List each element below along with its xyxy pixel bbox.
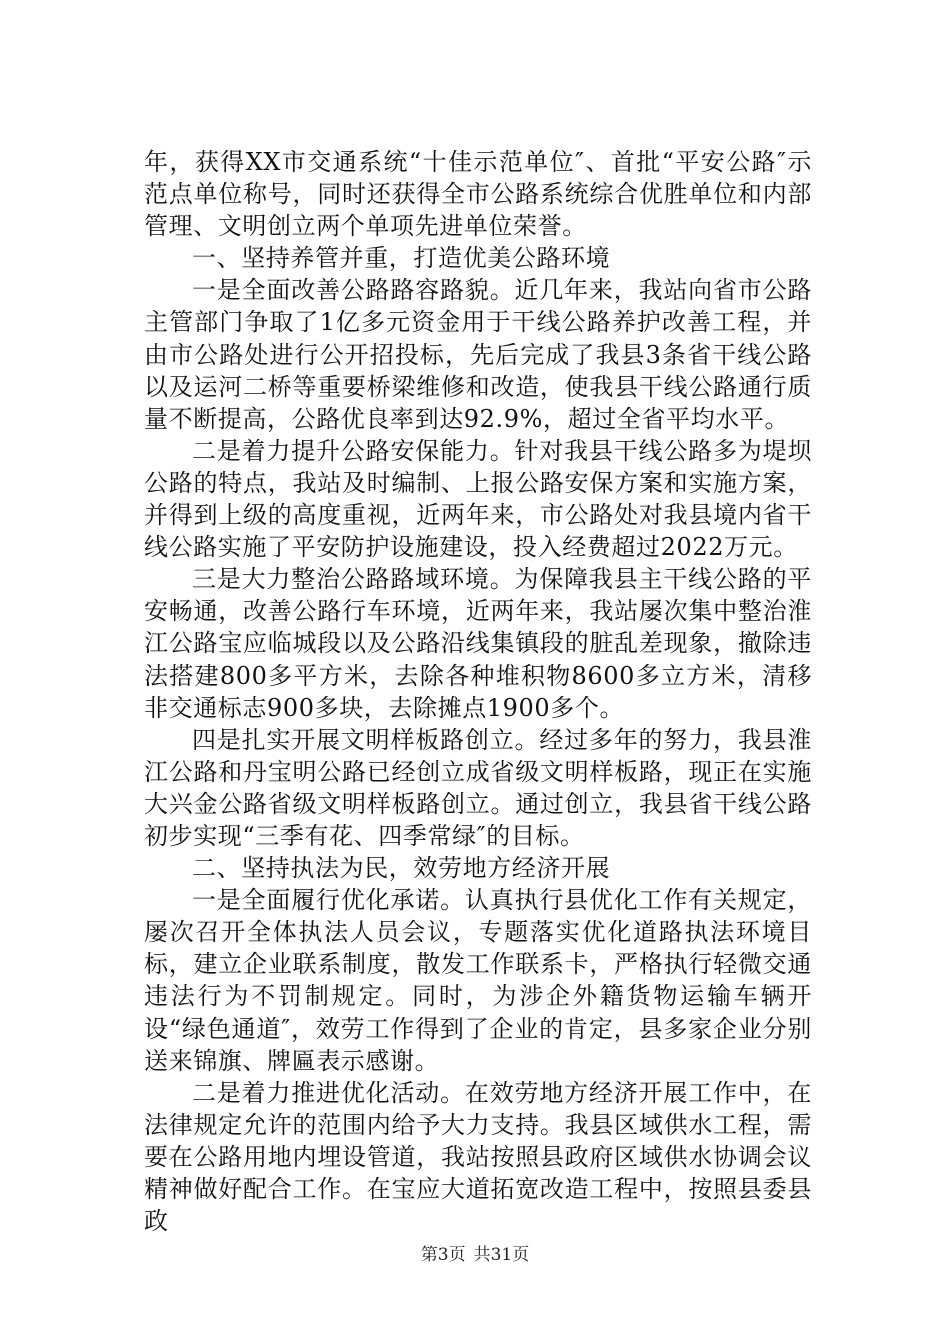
paragraph: 四是扎实开展文明样板路创立。经过多年的努力，我县淮江公路和丹宝明公路已经创立成省级文明样板路，现正在实施大兴金公路省级文明样板路创立。通过创立，我县省干线公路初步实现“三季有花、四季常绿″的目标。	[144, 725, 812, 850]
paragraph: 一是全面改善公路路容路貌。近几年来，我站向省市公路主管部门争取了1亿多元资金用于干线公路养护改善工程，并由市公路处进行公开招投标，先后完成了我县3条省干线公路以及运河二桥等重要桥梁维修和改造，使我县干线公路通行质量不断提高，公路优良率到达92.9%，超过全省平均水平。	[144, 276, 812, 433]
section-heading-2: 二、坚持执法为民，效劳地方经济开展	[192, 854, 611, 883]
paragraph: 三是大力整治公路路域环境。为保障我县主干线公路的平安畅通，改善公路行车环境，近两年来，我站屡次集中整治淮江公路宝应临城段以及公路沿线集镇段的脏乱差现象，撤除违法搭建800多平方米，去除各种堆积物8600多立方米，清移非交通标志900多块，去除摊点1900多个。	[144, 565, 812, 722]
page-footer	[0, 1240, 950, 1265]
section-heading-1: 一、坚持养管并重，打造优美公路环境	[192, 244, 611, 273]
paragraph: 二是着力提升公路安保能力。针对我县干线公路多为堤坝公路的特点，我站及时编制、上报公路安保方案和实施方案，并得到上级的高度重视，近两年来，市公路处对我县境内省干线公路实施了平安防护设施建设，投入经费超过2022万元。	[144, 436, 812, 562]
paragraph-intro: 年，获得XX市交通系统“十佳示范单位″、首批“平安公路″示范点单位称号，同时还获得全市公路系统综合优胜单位和内部管理、文明创立两个单项先进单位荣誉。	[144, 148, 812, 241]
page-total: 共31页	[473, 1245, 530, 1265]
document-body	[144, 146, 812, 1237]
paragraph: 一是全面履行优化承诺。认真执行县优化工作有关规定，屡次召开全体执法人员会议，专题落实优化道路执法环境目标，建立企业联系制度，散发工作联系卡，严格执行轻微交通违法行为不罚制规定。同时，为涉企外籍货物运输车辆开设“绿色通道″，效劳工作得到了企业的肯定，县多家企业分别送来锦旗、牌匾表示感谢。	[144, 886, 812, 1075]
page-number: 第3页	[420, 1245, 466, 1265]
paragraph: 二是着力推进优化活动。在效劳地方经济开展工作中，在法律规定允许的范围内给予大力支持。我县区域供水工程，需要在公路用地内埋设管道，我站按照县政府区域供水协调会议精神做好配合工作。在宝应大道拓宽改造工程中，按照县委县政	[144, 1078, 812, 1236]
